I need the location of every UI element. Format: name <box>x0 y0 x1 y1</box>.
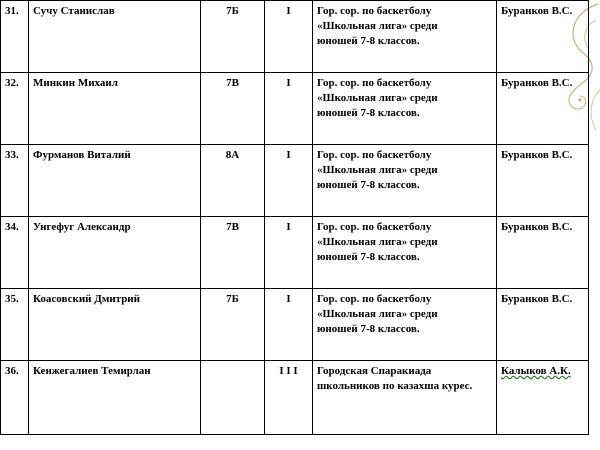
event-line: юношей 7-8 классов. <box>317 179 420 191</box>
event-line: Городская Спаракиада <box>317 365 432 377</box>
event-line: школьников по казахша курес. <box>317 380 473 392</box>
event-cell <box>313 73 497 145</box>
coach-name: Калыков А.К. <box>501 365 571 377</box>
event-line: юношей 7-8 классов. <box>317 323 420 335</box>
student-name: Коасовский Дмитрий <box>29 289 201 361</box>
coach-cell: Буранков В.С. <box>497 73 589 145</box>
table-row <box>1 361 589 435</box>
class-cell: 7Б <box>201 289 265 361</box>
event-line: Гор. сор. по баскетболу <box>317 221 432 233</box>
place-cell: I <box>265 145 313 217</box>
student-name: Минкин Михаил <box>29 73 201 145</box>
event-line: «Школьная лига» среди <box>317 236 438 248</box>
table-row <box>1 1 589 73</box>
event-line: Гор. сор. по баскетболу <box>317 5 432 17</box>
event-line: Гор. сор. по баскетболу <box>317 77 432 89</box>
class-cell: 7В <box>201 217 265 289</box>
event-line: «Школьная лига» среди <box>317 308 438 320</box>
class-cell: 7В <box>201 73 265 145</box>
class-cell <box>201 361 265 435</box>
table-row <box>1 145 589 217</box>
row-number: 36. <box>1 361 29 435</box>
student-name: Кенжегалиев Темирлан <box>29 361 201 435</box>
place-cell: I <box>265 289 313 361</box>
table-row <box>1 217 589 289</box>
event-cell <box>313 145 497 217</box>
event-cell <box>313 217 497 289</box>
place-cell: I <box>265 217 313 289</box>
coach-cell: Буранков В.С. <box>497 289 589 361</box>
row-number: 32. <box>1 73 29 145</box>
class-cell: 7Б <box>201 1 265 73</box>
row-number: 33. <box>1 145 29 217</box>
student-name: Сучу Станислав <box>29 1 201 73</box>
row-number: 31. <box>1 1 29 73</box>
event-cell <box>313 1 497 73</box>
coach-cell: Буранков В.С. <box>497 217 589 289</box>
table-row <box>1 289 589 361</box>
row-number: 34. <box>1 217 29 289</box>
event-line: юношей 7-8 классов. <box>317 251 420 263</box>
event-cell <box>313 361 497 435</box>
coach-cell: Буранков В.С. <box>497 145 589 217</box>
class-cell: 8А <box>201 145 265 217</box>
coach-cell <box>497 361 589 435</box>
event-line: юношей 7-8 классов. <box>317 107 420 119</box>
place-cell: I I I <box>265 361 313 435</box>
event-line: Гор. сор. по баскетболу <box>317 149 432 161</box>
event-line: Гор. сор. по баскетболу <box>317 293 432 305</box>
place-cell: I <box>265 73 313 145</box>
event-line: «Школьная лига» среди <box>317 164 438 176</box>
event-line: юношей 7-8 классов. <box>317 35 420 47</box>
event-line: «Школьная лига» среди <box>317 20 438 32</box>
student-name: Унгефуг Александр <box>29 217 201 289</box>
place-cell: I <box>265 1 313 73</box>
coach-cell: Буранков В.С. <box>497 1 589 73</box>
table-row <box>1 73 589 145</box>
student-name: Фурманов Виталий <box>29 145 201 217</box>
event-line: «Школьная лига» среди <box>317 92 438 104</box>
event-cell <box>313 289 497 361</box>
row-number: 35. <box>1 289 29 361</box>
